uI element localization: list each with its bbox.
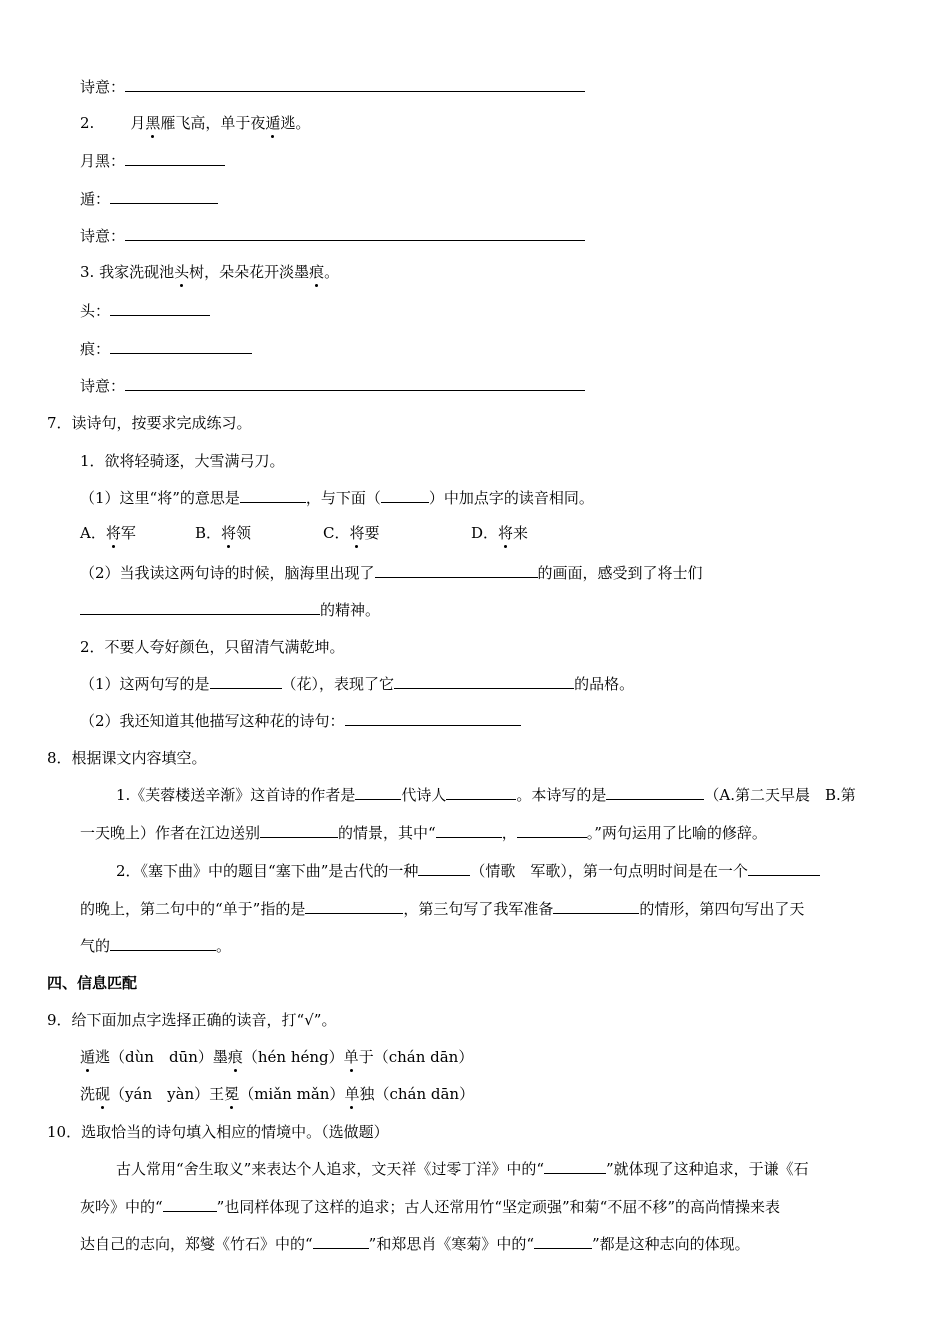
question-9-title: 9．给下面加点字选择正确的读音，打“√”。 <box>47 1011 337 1029</box>
answer-blank[interactable] <box>517 822 587 838</box>
pinyin-choice[interactable]: 独（chán dān） <box>359 1085 475 1103</box>
option-c[interactable] <box>323 522 380 544</box>
answer-blank[interactable] <box>748 860 820 876</box>
dotted-char: 砚 <box>95 1085 111 1103</box>
pinyin-choice[interactable]: 逃（dùn dūn）墨 <box>95 1048 228 1066</box>
text: 的画面，感受到了将士们 <box>537 564 703 582</box>
answer-blank[interactable] <box>606 784 704 800</box>
text: ”也同样体现了这样的追求；古人还常用竹“坚定顽强”和菊“不屈不移”的高尚情操来表 <box>216 1198 781 1216</box>
text: 军 <box>120 524 136 542</box>
text: 。 <box>216 937 232 955</box>
text: 灰吟》中的“ <box>80 1198 163 1216</box>
option-a[interactable] <box>80 522 136 544</box>
dotted-char: 黑 <box>145 114 161 132</box>
option-b[interactable] <box>195 522 251 544</box>
answer-blank[interactable] <box>125 150 225 166</box>
text: 的情景，其中“ <box>338 824 436 842</box>
answer-blank[interactable] <box>355 784 401 800</box>
dotted-char: 遁 <box>80 1048 96 1066</box>
text: C． <box>323 524 350 542</box>
text: 达自己的志向，郑燮《竹石》中的“ <box>80 1235 313 1253</box>
question-7-2: 2．不要人夸好颜色，只留清气满乾坤。 <box>80 638 345 656</box>
text: 树，朵朵花开淡墨 <box>189 263 310 281</box>
dotted-char: 冕 <box>224 1085 240 1103</box>
text: （1）这两句写的是 <box>80 675 210 693</box>
text: 来 <box>513 524 529 542</box>
question-10-title: 10．选取恰当的诗句填入相应的情境中。（选做题） <box>47 1123 389 1141</box>
text: ，与下面（ <box>305 489 381 507</box>
question-8-1-line-2 <box>80 822 767 844</box>
answer-blank[interactable] <box>210 673 282 689</box>
dun-line <box>80 188 218 210</box>
answer-blank[interactable] <box>110 338 252 354</box>
option-d[interactable] <box>471 522 528 544</box>
text: （情歌 军歌），第一句点明时间是在一个 <box>470 862 748 880</box>
text: 领 <box>236 524 252 542</box>
pinyin-choice[interactable]: （miǎn mǎn） <box>239 1085 345 1103</box>
dotted-char: 痕 <box>227 1048 243 1066</box>
text: （2）我还知道其他描写这种花的诗句： <box>80 712 345 730</box>
question-2-poem <box>80 112 310 134</box>
text: 要 <box>364 524 380 542</box>
pinyin-choice[interactable]: （yán yàn）王 <box>110 1085 225 1103</box>
answer-blank[interactable] <box>125 375 585 391</box>
answer-blank[interactable] <box>163 1196 217 1212</box>
question-7-1: 1．欲将轻骑逐，大雪满弓刀。 <box>80 452 285 470</box>
question-8-2-line-3 <box>80 935 231 957</box>
text: 月 <box>130 114 146 132</box>
text: （1）这里“将”的意思是 <box>80 489 240 507</box>
answer-blank[interactable] <box>446 784 516 800</box>
text: 2．《塞下曲》中的题目“塞下曲”是古代的一种 <box>116 862 419 880</box>
pinyin-choice[interactable]: 于（chán dān） <box>358 1048 474 1066</box>
dotted-char: 痕 <box>309 263 325 281</box>
question-9-row-2 <box>80 1083 474 1105</box>
dotted-char: 头 <box>174 263 190 281</box>
text: ， <box>501 824 517 842</box>
text: 代诗人 <box>401 786 447 804</box>
label: 头： <box>80 302 111 320</box>
question-10-para-line-2 <box>80 1196 780 1218</box>
answer-blank[interactable] <box>110 300 210 316</box>
answer-blank[interactable] <box>534 1233 592 1249</box>
answer-blank[interactable] <box>553 898 639 914</box>
question-7-2-2 <box>80 710 521 732</box>
text: ”都是这种志向的体现。 <box>592 1235 750 1253</box>
dotted-char: 单 <box>343 1048 359 1066</box>
text: 1.《芙蓉楼送辛渐》这首诗的作者是 <box>116 786 356 804</box>
label: 月黑： <box>80 152 126 170</box>
label: 诗意： <box>80 377 126 395</box>
text: ，第三句写了我军准备 <box>403 900 554 918</box>
text: 的精神。 <box>320 601 381 619</box>
answer-blank[interactable] <box>305 898 403 914</box>
answer-blank[interactable] <box>394 673 574 689</box>
text: 的品格。 <box>574 675 635 693</box>
answer-blank[interactable] <box>381 487 429 503</box>
text: 的情形，第四句写出了天 <box>639 900 805 918</box>
dotted-char: 将 <box>349 524 365 542</box>
dotted-char: 将 <box>498 524 514 542</box>
text: （花），表现了它 <box>281 675 395 693</box>
tou-line <box>80 300 210 322</box>
answer-blank[interactable] <box>313 1233 369 1249</box>
answer-blank[interactable] <box>436 822 502 838</box>
question-9-row-1 <box>80 1046 473 1068</box>
answer-blank[interactable] <box>125 76 585 92</box>
text: 。”两句运用了比喻的修辞。 <box>586 824 767 842</box>
text: ”和郑思肖《寒菊》中的“ <box>368 1235 535 1253</box>
text: ”就体现了这种追求，于谦《石 <box>606 1160 809 1178</box>
text: 3. 我家洗砚池 <box>80 263 175 281</box>
label: 痕： <box>80 340 111 358</box>
question-8-1-line-1 <box>116 784 856 806</box>
question-8-2-line-1 <box>116 860 820 882</box>
text: 。 <box>324 263 340 281</box>
dotted-char: 单 <box>344 1085 360 1103</box>
answer-blank[interactable] <box>110 935 216 951</box>
text: （A.第二天早晨 B.第 <box>704 786 856 804</box>
text: 气的 <box>80 937 111 955</box>
question-7-title: 7．读诗句，按要求完成练习。 <box>47 414 252 432</box>
text: 的晚上，第二句中的“单于”指的是 <box>80 900 306 918</box>
text: 。本诗写的是 <box>516 786 607 804</box>
question-8-title: 8．根据课文内容填空。 <box>47 749 207 767</box>
text: ）中加点字的读音相同。 <box>428 489 594 507</box>
yuehei-line <box>80 150 225 172</box>
section-4-heading: 四、信息匹配 <box>47 974 138 992</box>
text: B． <box>195 524 222 542</box>
text: 一天晚上）作者在江边送别 <box>80 824 261 842</box>
answer-blank[interactable] <box>110 188 218 204</box>
answer-blank[interactable] <box>418 860 470 876</box>
question-7-1-2-cont <box>80 599 380 621</box>
poem-meaning-line-2 <box>80 225 585 247</box>
text: 逃。 <box>280 114 311 132</box>
question-10-para-line-1 <box>116 1158 809 1180</box>
text: 古人常用“舍生取义”来表达个人追求，文天祥《过零丁洋》中的“ <box>116 1160 545 1178</box>
text: D． <box>471 524 499 542</box>
question-number: 2. <box>80 114 95 132</box>
text: A． <box>80 524 106 542</box>
text: 雁飞高，单于夜 <box>160 114 266 132</box>
dotted-char: 将 <box>221 524 237 542</box>
text: 洗 <box>80 1085 96 1103</box>
hen-line <box>80 338 252 360</box>
answer-blank[interactable] <box>544 1158 606 1174</box>
answer-blank[interactable] <box>260 822 338 838</box>
text: （2）当我读这两句诗的时候，脑海里出现了 <box>80 564 375 582</box>
label: 诗意： <box>80 78 126 96</box>
question-7-1-1 <box>80 487 594 509</box>
answer-blank[interactable] <box>345 710 521 726</box>
question-3-poem <box>80 261 339 283</box>
label: 遁： <box>80 190 111 208</box>
question-10-para-line-3 <box>80 1233 750 1255</box>
answer-blank[interactable] <box>80 599 320 615</box>
question-8-2-line-2 <box>80 898 804 920</box>
question-7-1-2 <box>80 562 703 584</box>
answer-blank[interactable] <box>125 225 585 241</box>
dotted-char: 将 <box>105 524 121 542</box>
answer-blank[interactable] <box>375 562 538 578</box>
question-7-2-1 <box>80 673 634 695</box>
pinyin-choice[interactable]: （hén héng） <box>242 1048 344 1066</box>
answer-blank[interactable] <box>240 487 306 503</box>
dotted-char: 遁 <box>265 114 281 132</box>
poem-meaning-line-3 <box>80 375 585 397</box>
poem-meaning-line-1 <box>80 76 585 98</box>
label: 诗意： <box>80 227 126 245</box>
